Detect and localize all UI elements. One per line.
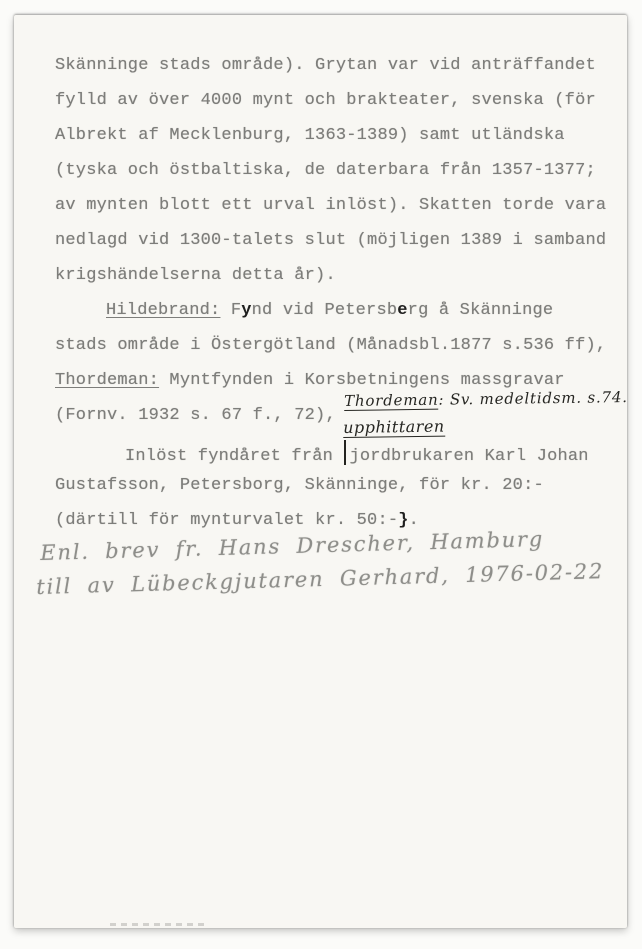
typed-line: Albrekt af Mecklenburg, 1363-1389) samt utländska: [55, 126, 565, 145]
typed-line-reference-hildebrand: [106, 300, 553, 322]
typed-line: Gustafsson, Petersborg, Skänninge, för kr. 20:-: [55, 476, 544, 495]
typed-text: F: [220, 301, 242, 320]
typed-line: (tyska och östbaltiska, de daterbara från 1357-1377;: [55, 161, 596, 180]
handwritten-insertion-word: [343, 417, 445, 437]
ink-insertion-caret: [344, 440, 346, 465]
handwritten-word-underlined: upphittaren: [343, 416, 445, 437]
typed-line: Skänninge stads område). Grytan var vid anträffandet: [55, 56, 596, 75]
typed-line: fylld av över 4000 mynt och brakteater, svenska (för: [55, 91, 596, 110]
handwritten-ink-reference: [344, 388, 628, 410]
typed-line: nedlagd vid 1300-talets slut (möjligen 1389 i samband: [55, 231, 607, 250]
typed-line-reference-thordeman: [55, 370, 565, 392]
reference-author-underlined: Hildebrand:: [106, 301, 221, 320]
typed-line-with-insertion-mark: [125, 440, 589, 468]
typed-text: (därtill för mynturvalet kr. 50:-: [55, 511, 399, 530]
scan-smudge-artifact: [110, 923, 205, 926]
handwritten-text: : Sv. medeltidsm. s.74.: [438, 388, 628, 409]
reference-author-underlined: Thordeman:: [55, 371, 160, 390]
typed-line: [55, 510, 419, 532]
typed-text: Myntfynden i Korsbetningens massgravar: [159, 371, 565, 390]
typed-text: nd vid Petersb: [251, 301, 398, 320]
ink-overwritten-letter-e: e: [397, 301, 408, 320]
typed-text: .: [408, 511, 420, 530]
handwritten-author-underlined: Thordeman: [344, 390, 439, 410]
typed-line: (Fornv. 1932 s. 67 f., 72),: [55, 406, 336, 425]
typed-line: stads område i Östergötland (Månadsbl.1877 s.536 ff),: [55, 336, 607, 355]
pencil-note-line-2: till av Lübeckgjutaren Gerhard, 1976-02-22: [36, 559, 605, 599]
ink-closing-brace: }: [398, 511, 409, 530]
typed-text: rg å Skänninge: [407, 301, 554, 320]
pencil-note-line-1: Enl. brev fr. Hans Drescher, Hamburg: [40, 526, 545, 565]
typed-text: Inlöst fyndåret från: [125, 447, 344, 466]
typed-text: jordbrukaren Karl Johan: [349, 447, 589, 466]
typed-line: av mynten blott ett urval inlöst). Skatten torde vara: [55, 196, 607, 215]
typed-line: krigshändelserna detta år).: [55, 266, 336, 285]
scanned-archive-card: [14, 15, 627, 928]
ink-overwritten-letter-y: y: [241, 301, 252, 320]
